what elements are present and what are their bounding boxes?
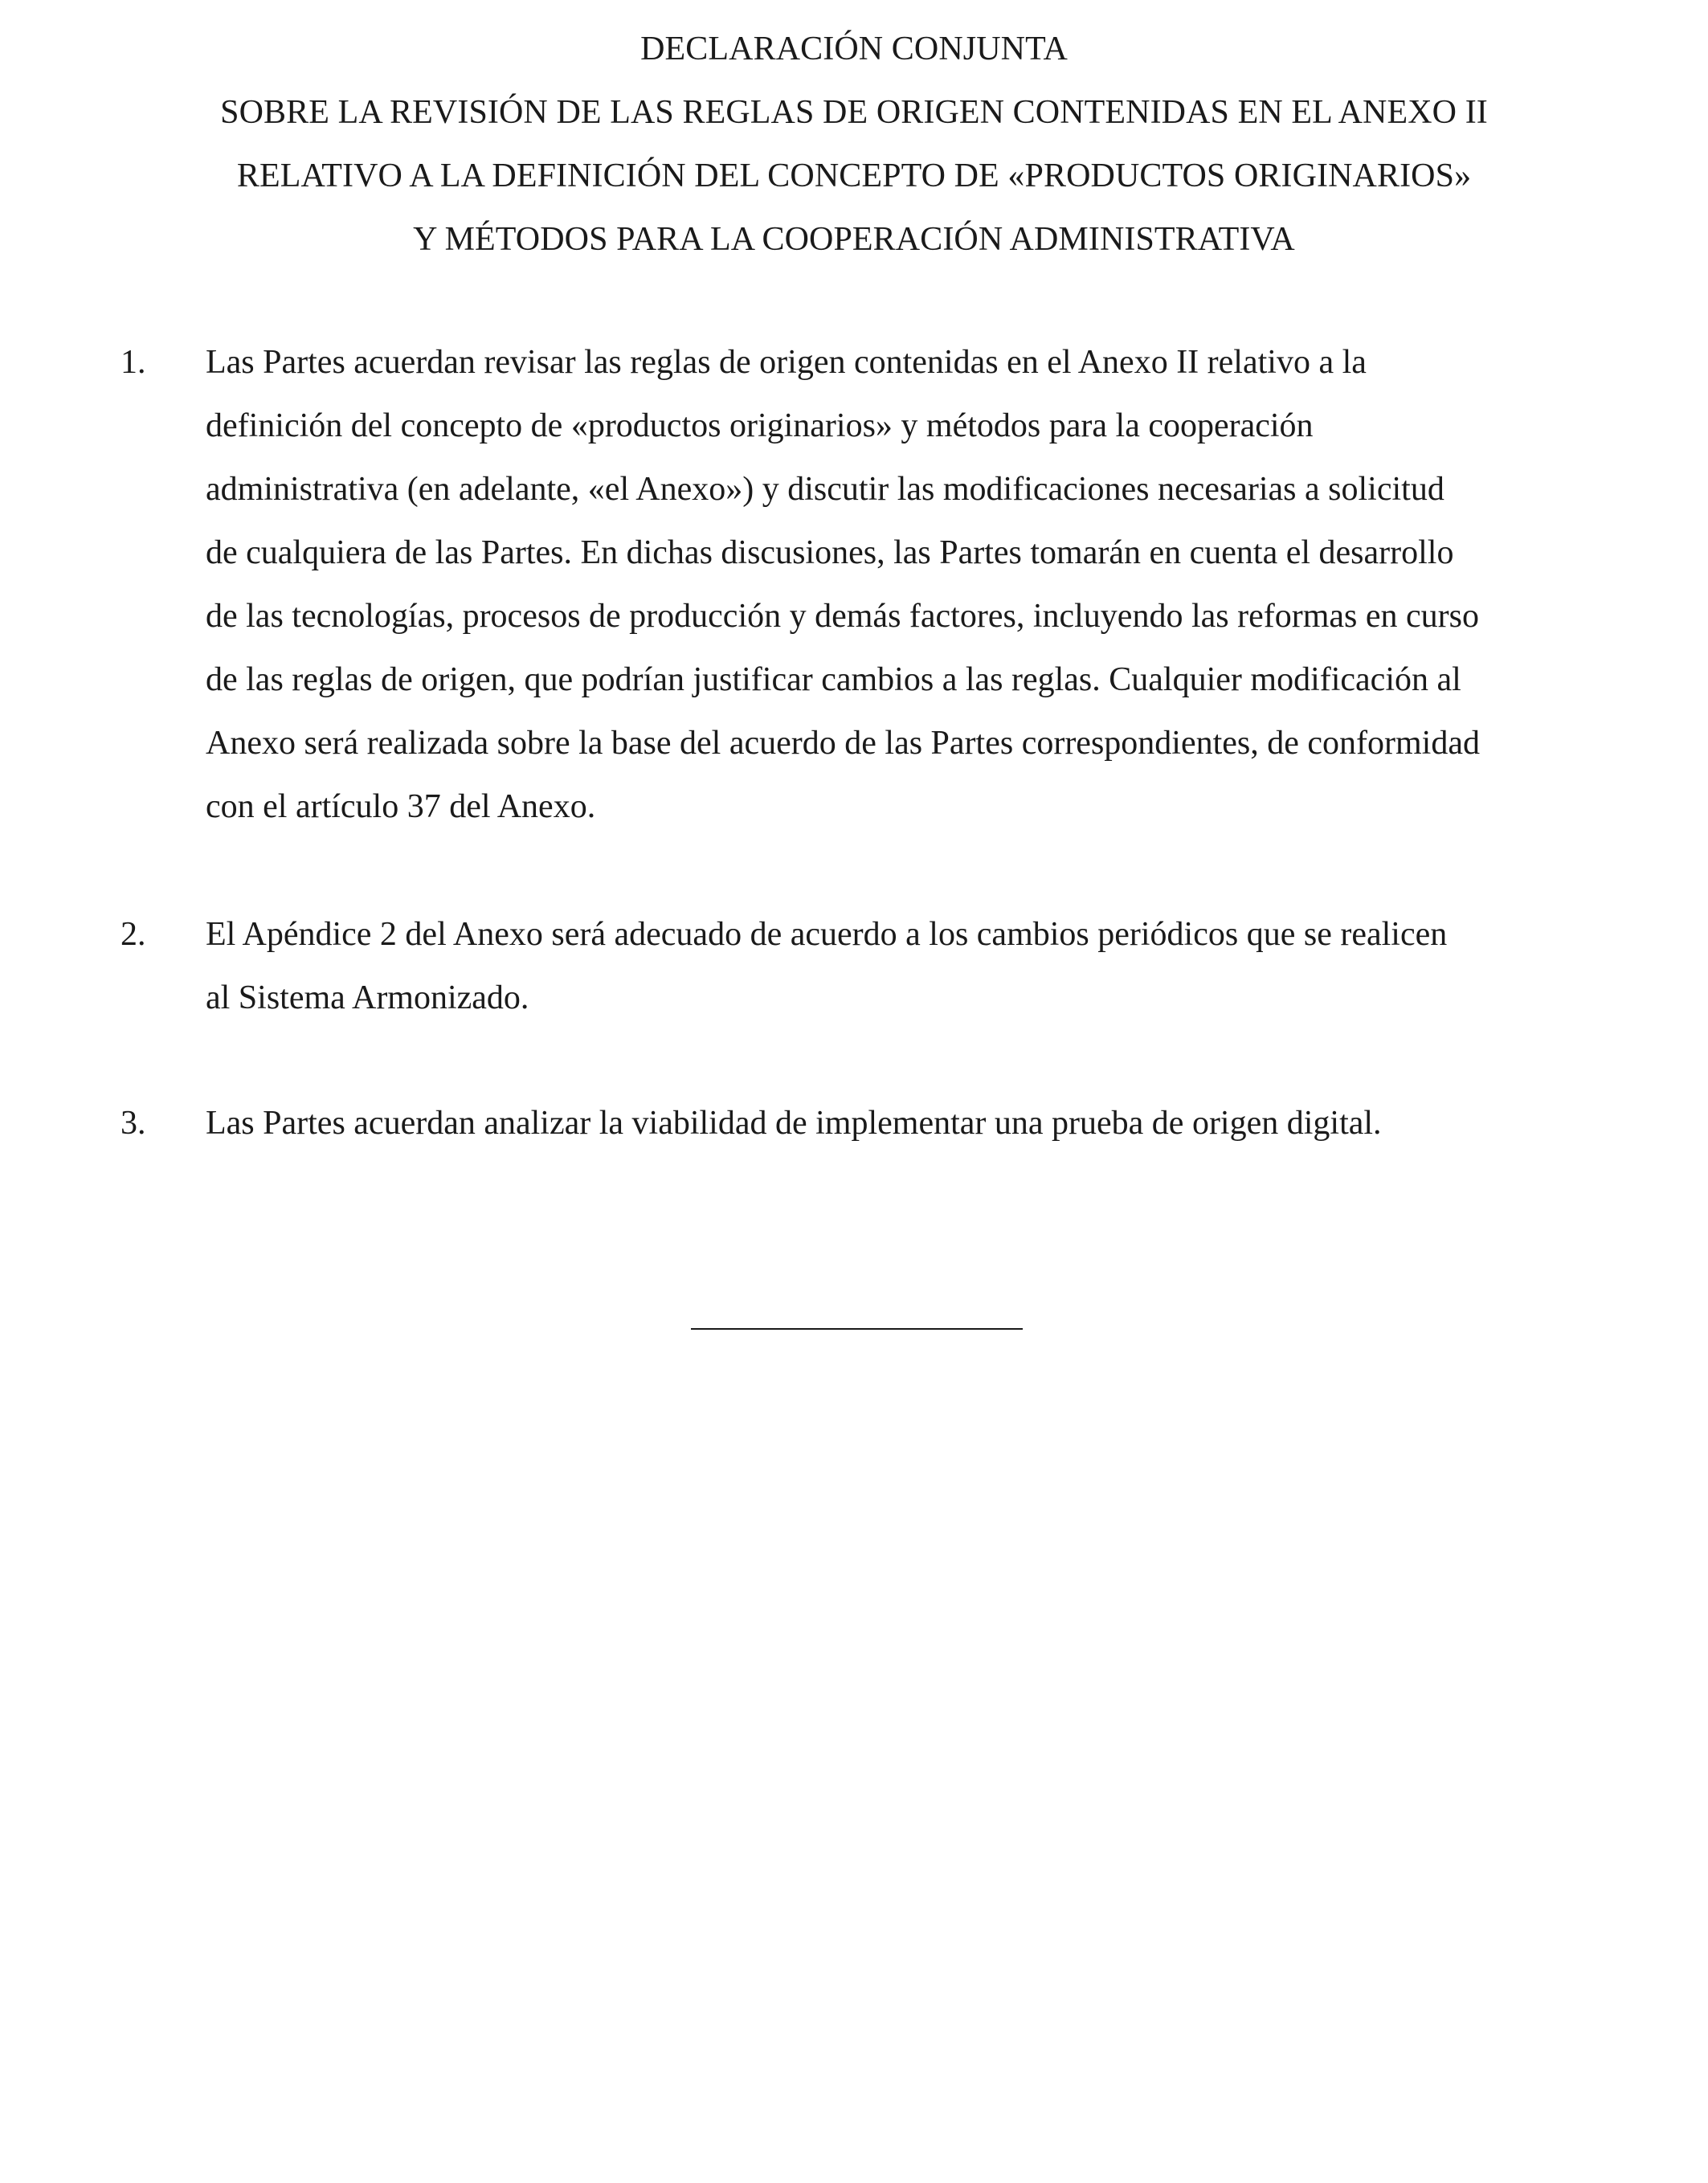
paragraph-line: de las reglas de origen, que podrían justificar cambios a las reglas. Cualquier modificación al <box>206 661 1461 698</box>
paragraph-line: definición del concepto de «productos originarios» y métodos para la cooperación <box>206 407 1314 444</box>
paragraph-text <box>206 1092 1620 1155</box>
paragraph-line: de las tecnologías, procesos de producción y demás factores, incluyendo las reformas en curso <box>206 598 1479 635</box>
closing-rule <box>691 1328 1023 1330</box>
paragraph-line: Las Partes acuerdan revisar las reglas de origen contenidas en el Anexo II relativo a la <box>206 344 1367 381</box>
paragraph-line: con el artículo 37 del Anexo. <box>206 788 596 825</box>
paragraph-number: 2. <box>121 916 146 953</box>
paragraph-line: al Sistema Armonizado. <box>206 979 529 1016</box>
paragraph-line: administrativa (en adelante, «el Anexo») y discutir las modificaciones necesarias a solicitud <box>206 471 1444 508</box>
paragraph-number: 1. <box>121 344 146 381</box>
paragraph-line: Anexo será realizada sobre la base del acuerdo de las Partes correspondientes, de conformidad <box>206 725 1480 762</box>
paragraph-number: 3. <box>121 1105 146 1142</box>
paragraph-line: de cualquiera de las Partes. En dichas discusiones, las Partes tomarán en cuenta el desarrollo <box>206 534 1454 571</box>
title-line: Y MÉTODOS PARA LA COOPERACIÓN ADMINISTRATIVA <box>413 221 1295 258</box>
title-line: DECLARACIÓN CONJUNTA <box>640 31 1068 67</box>
paragraph-line: El Apéndice 2 del Anexo será adecuado de acuerdo a los cambios periódicos que se realicen <box>206 916 1448 953</box>
paragraph-text <box>206 903 1620 1030</box>
title-line: RELATIVO A LA DEFINICIÓN DEL CONCEPTO DE «PRODUCTOS ORIGINARIOS» <box>236 157 1472 194</box>
document-title <box>0 18 1708 272</box>
paragraph-text <box>206 331 1620 839</box>
paragraph-line: Las Partes acuerdan analizar la viabilidad de implementar una prueba de origen digital. <box>206 1105 1382 1142</box>
title-line: SOBRE LA REVISIÓN DE LAS REGLAS DE ORIGEN CONTENIDAS EN EL ANEXO II <box>220 94 1488 131</box>
